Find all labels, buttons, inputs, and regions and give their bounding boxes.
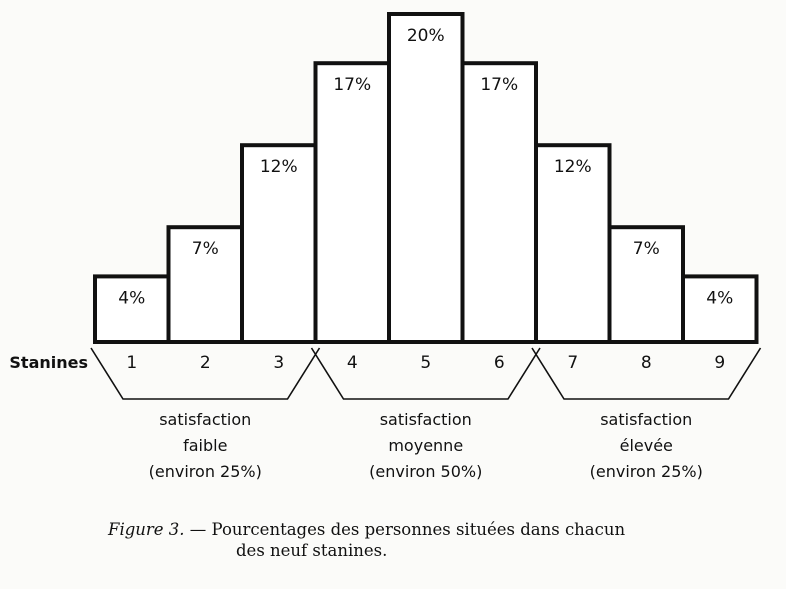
group-3-label-line-2: élevée — [619, 436, 673, 455]
bar-label-7: 12% — [553, 157, 592, 178]
group-1-label-line-2: faible — [183, 436, 228, 455]
group-3-label-line-3: (environ 25%) — [589, 462, 703, 481]
bar-5 — [389, 14, 463, 342]
bar-label-5: 20% — [406, 26, 445, 46]
group-1-label-line-3: (environ 25%) — [148, 462, 262, 481]
group-2-label-line-2: moyenne — [388, 436, 464, 455]
tick-label-1: 1 — [126, 353, 138, 373]
tick-label-6: 6 — [493, 353, 505, 373]
tick-label-7: 7 — [567, 353, 579, 373]
bar-label-2: 7% — [191, 239, 219, 260]
bar-label-8: 7% — [632, 239, 660, 260]
caption-text-line2: des neuf stanines. — [236, 541, 388, 560]
group-1-label-line-1: satisfaction — [159, 410, 252, 429]
bar-9 — [683, 276, 757, 342]
tick-labels-group — [126, 353, 725, 373]
tick-label-3: 3 — [273, 353, 285, 373]
tick-label-5: 5 — [420, 353, 432, 373]
caption-text-line1: — Pourcentages des personnes situées dans chacun — [184, 520, 626, 539]
bar-label-6: 17% — [480, 75, 519, 96]
bar-label-4: 17% — [333, 75, 372, 96]
x-axis-title: Stanines — [9, 353, 88, 372]
bar-6 — [463, 63, 537, 342]
group-2-label-line-3: (environ 50%) — [369, 462, 483, 481]
figure-caption — [108, 519, 748, 561]
bar-label-1: 4% — [118, 288, 146, 309]
bar-label-9: 4% — [706, 288, 734, 309]
tick-label-2: 2 — [199, 353, 211, 373]
bars-group — [95, 14, 757, 342]
group-labels — [149, 410, 703, 481]
bar-1 — [95, 276, 169, 342]
tick-label-4: 4 — [346, 353, 358, 373]
bar-label-3: 12% — [259, 157, 298, 178]
tick-label-9: 9 — [714, 353, 726, 373]
group-2-label-line-1: satisfaction — [379, 410, 472, 429]
group-3-label-line-1: satisfaction — [600, 410, 693, 429]
tick-label-8: 8 — [640, 353, 652, 373]
bar-4 — [316, 63, 390, 342]
figure-label: Figure 3. — [108, 520, 185, 539]
